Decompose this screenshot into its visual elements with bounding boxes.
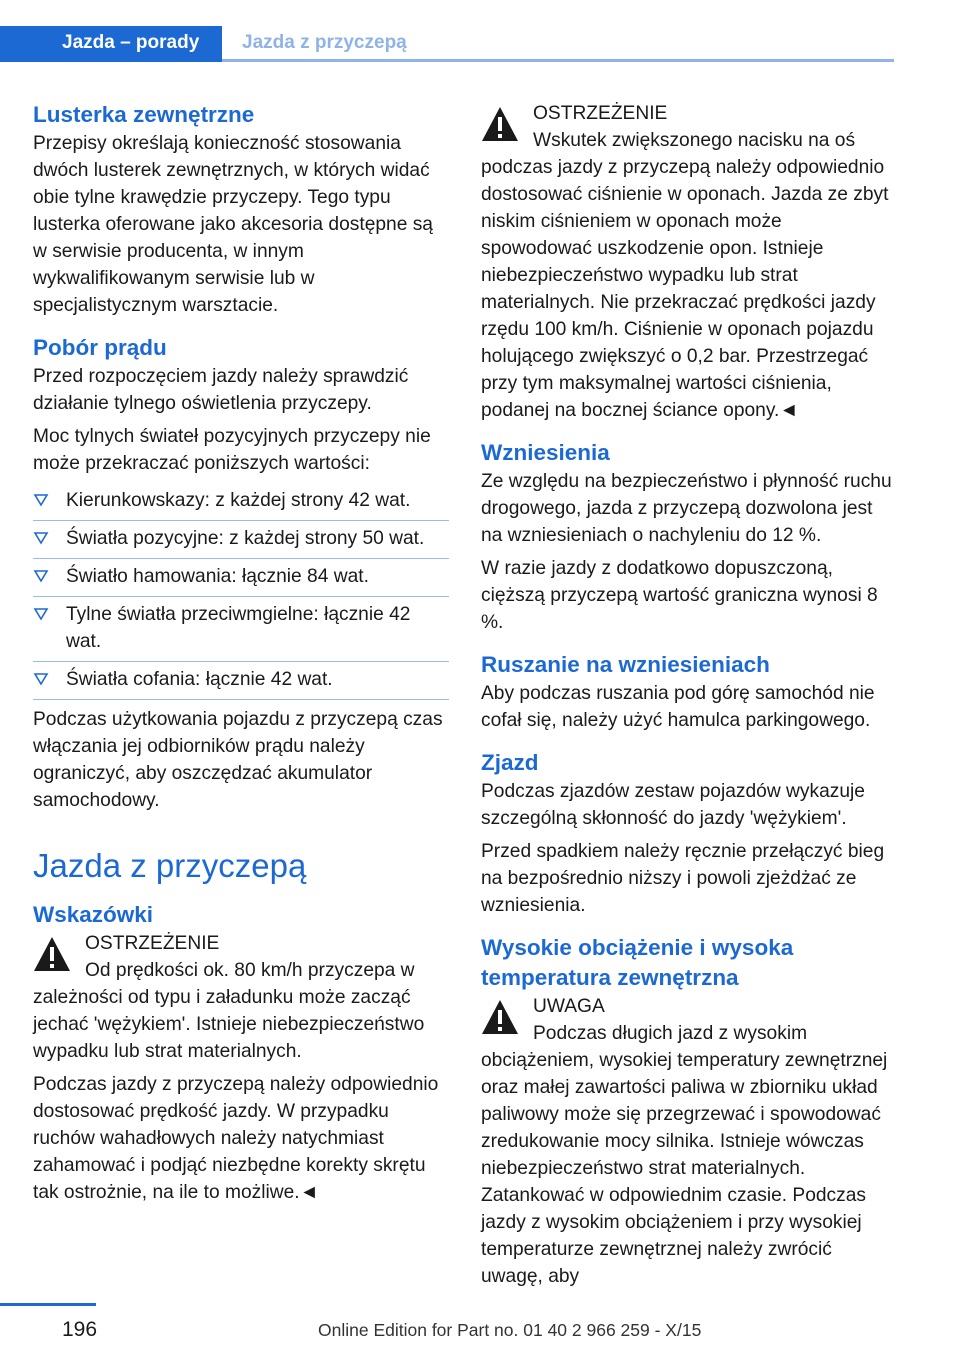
triangle-bullet-icon	[33, 568, 49, 584]
warning-box-3	[481, 993, 897, 1290]
warning-triangle-icon	[481, 106, 519, 142]
warning-text: Podczas długich jazd z wysokim obciążeniem, wysokiej temperatury zewnętrznej oraz małej zawartości paliwa w zbiorniku układ paliwowy może się przegrzewać i spowodować zredukowanie mocy silnika. Istnieje wówczas niebezpieczeństwo strat materialnych. Zatankować w odpowiednim czasie. Podczas jazdy z wysokim obciążeniem i przy wysokiej temperaturze zewnętrznej należy zwrócić uwagę, aby	[481, 1023, 888, 1287]
list-item-text: Światła pozycyjne: z każdej strony 50 wat.	[66, 528, 425, 549]
warning-box-2	[481, 100, 897, 424]
list-item-text: Tylne światła przeciwmgielne: łącznie 42 wat.	[66, 604, 411, 652]
heading-wysokie-obciazenie: Wysokie obciążenie i wysoka temperatura zewnętrzna	[481, 935, 794, 990]
warning-label: UWAGA	[533, 996, 605, 1017]
paragraph-zjazd-1: Podczas zjazdów zestaw pojazdów wykazuje szczególną skłonność do jazdy 'wężykiem'.	[481, 781, 865, 829]
page-number: 196	[62, 1318, 98, 1341]
warning-box-1	[33, 930, 449, 1206]
triangle-bullet-icon	[33, 530, 49, 546]
paragraph-pobor-1: Przed rozpoczęciem jazdy należy sprawdzić działanie tylnego oświetlenia przyczepy.	[33, 366, 409, 414]
paragraph-wzniesienia-1: Ze względu na bezpieczeństwo i płynność ruchu drogowego, jazda z przyczepą dozwolona jest na wzniesieniach o nachyleniu do 12 %.	[481, 471, 892, 546]
list-item	[33, 559, 449, 597]
heading-pobor: Pobór prądu	[33, 335, 167, 360]
list-item	[33, 521, 449, 559]
list-item-text: Światło hamowania: łącznie 84 wat.	[66, 566, 369, 587]
edition-text: Online Edition for Part no. 01 40 2 966 259 - X/15	[318, 1320, 702, 1340]
heading-ruszanie: Ruszanie na wzniesieniach	[481, 652, 770, 677]
paragraph-ruszanie: Aby podczas ruszania pod górę samochód nie cofał się, należy użyć hamulca parkingowego.	[481, 683, 875, 731]
right-column	[481, 100, 897, 1296]
left-column	[33, 100, 449, 1212]
triangle-bullet-icon	[33, 606, 49, 622]
paragraph-lusterka: Przepisy określają konieczność stosowania dwóch lusterek zewnętrznych, w których widać obie tylne krawędzie przyczepy. Tego typu lusterka oferowane jako akcesoria dostępne są w serwisie producenta, w innym wykwalifikowanym serwisie lub w specjalistycznym warsztacie.	[33, 133, 433, 316]
list-item	[33, 483, 449, 521]
footer-rule	[0, 1303, 96, 1306]
paragraph-pobor-2: Moc tylnych świateł pozycyjnych przyczepy nie może przekraczać poniższych wartości:	[33, 426, 431, 474]
section-title-przyczepa: Jazda z przyczepą	[33, 847, 307, 884]
list-item-text: Kierunkowskazy: z każdej strony 42 wat.	[66, 490, 411, 511]
triangle-bullet-icon	[33, 671, 49, 687]
triangle-bullet-icon	[33, 492, 49, 508]
warning-text: Od prędkości ok. 80 km/h przyczepa w zależności od typu i załadunku może zacząć jechać 'wężykiem'. Istnieje niebezpieczeństwo wypadku lub strat materialnych.	[33, 960, 425, 1062]
list-item	[33, 662, 449, 700]
warning-triangle-icon	[481, 999, 519, 1035]
section-tab-label: Jazda z przyczepą	[242, 32, 407, 53]
heading-lusterka: Lusterka zewnętrzne	[33, 102, 255, 127]
heading-wskazowki: Wskazówki	[33, 902, 154, 927]
header-rule	[222, 59, 894, 62]
list-item-text: Światła cofania: łącznie 42 wat.	[66, 669, 333, 690]
heading-zjazd: Zjazd	[481, 750, 539, 775]
warning-label: OSTRZEŻENIE	[85, 933, 220, 954]
chapter-tab-label: Jazda – porady	[62, 32, 200, 53]
warning-text: Wskutek zwiększonego nacisku na oś podczas jazdy z przyczepą należy odpowiednio dostosować ciśnienie w oponach. Jazda ze zbyt niskim ciśnieniem w oponach może spowodować uszkodzenie opon. Istnieje niebezpieczeństwo wypadku lub strat materialnych. Nie przekraczać prędkości jazdy rzędu 100 km/h. Ciśnienie w oponach pojazdu holującego zwiększyć o 0,2 bar. Przestrzegać przy tym maksymalnej wartości ciśnienia, podanej na bocznej ściance opony.◄	[481, 130, 889, 421]
list-item	[33, 597, 449, 662]
page-header	[0, 0, 960, 62]
warning-triangle-icon	[33, 936, 71, 972]
paragraph-wzniesienia-2: W razie jazdy z dodatkowo dopuszczoną, cięższą przyczepą wartość graniczna wynosi 8 %.	[481, 558, 878, 633]
paragraph-zjazd-2: Przed spadkiem należy ręcznie przełączyć bieg na bezpośrednio niższy i powoli zjeżdżać ze wzniesienia.	[481, 841, 885, 916]
heading-wzniesienia: Wzniesienia	[481, 440, 610, 465]
warning-label: OSTRZEŻENIE	[533, 103, 668, 124]
warning-text-2: Podczas jazdy z przyczepą należy odpowiednio dostosować prędkość jazdy. W przypadku ruchów wahadłowych należy natychmiast zahamować i podjąć niezbędne korekty skrętu tak ostrożnie, na ile to możliwe.◄	[33, 1074, 439, 1203]
paragraph-pobor-3: Podczas użytkowania pojazdu z przyczepą czas włączania jej odbiorników prądu należy ograniczyć, aby oszczędzać akumulator samochodowy.	[33, 709, 443, 811]
wattage-list	[33, 483, 449, 700]
